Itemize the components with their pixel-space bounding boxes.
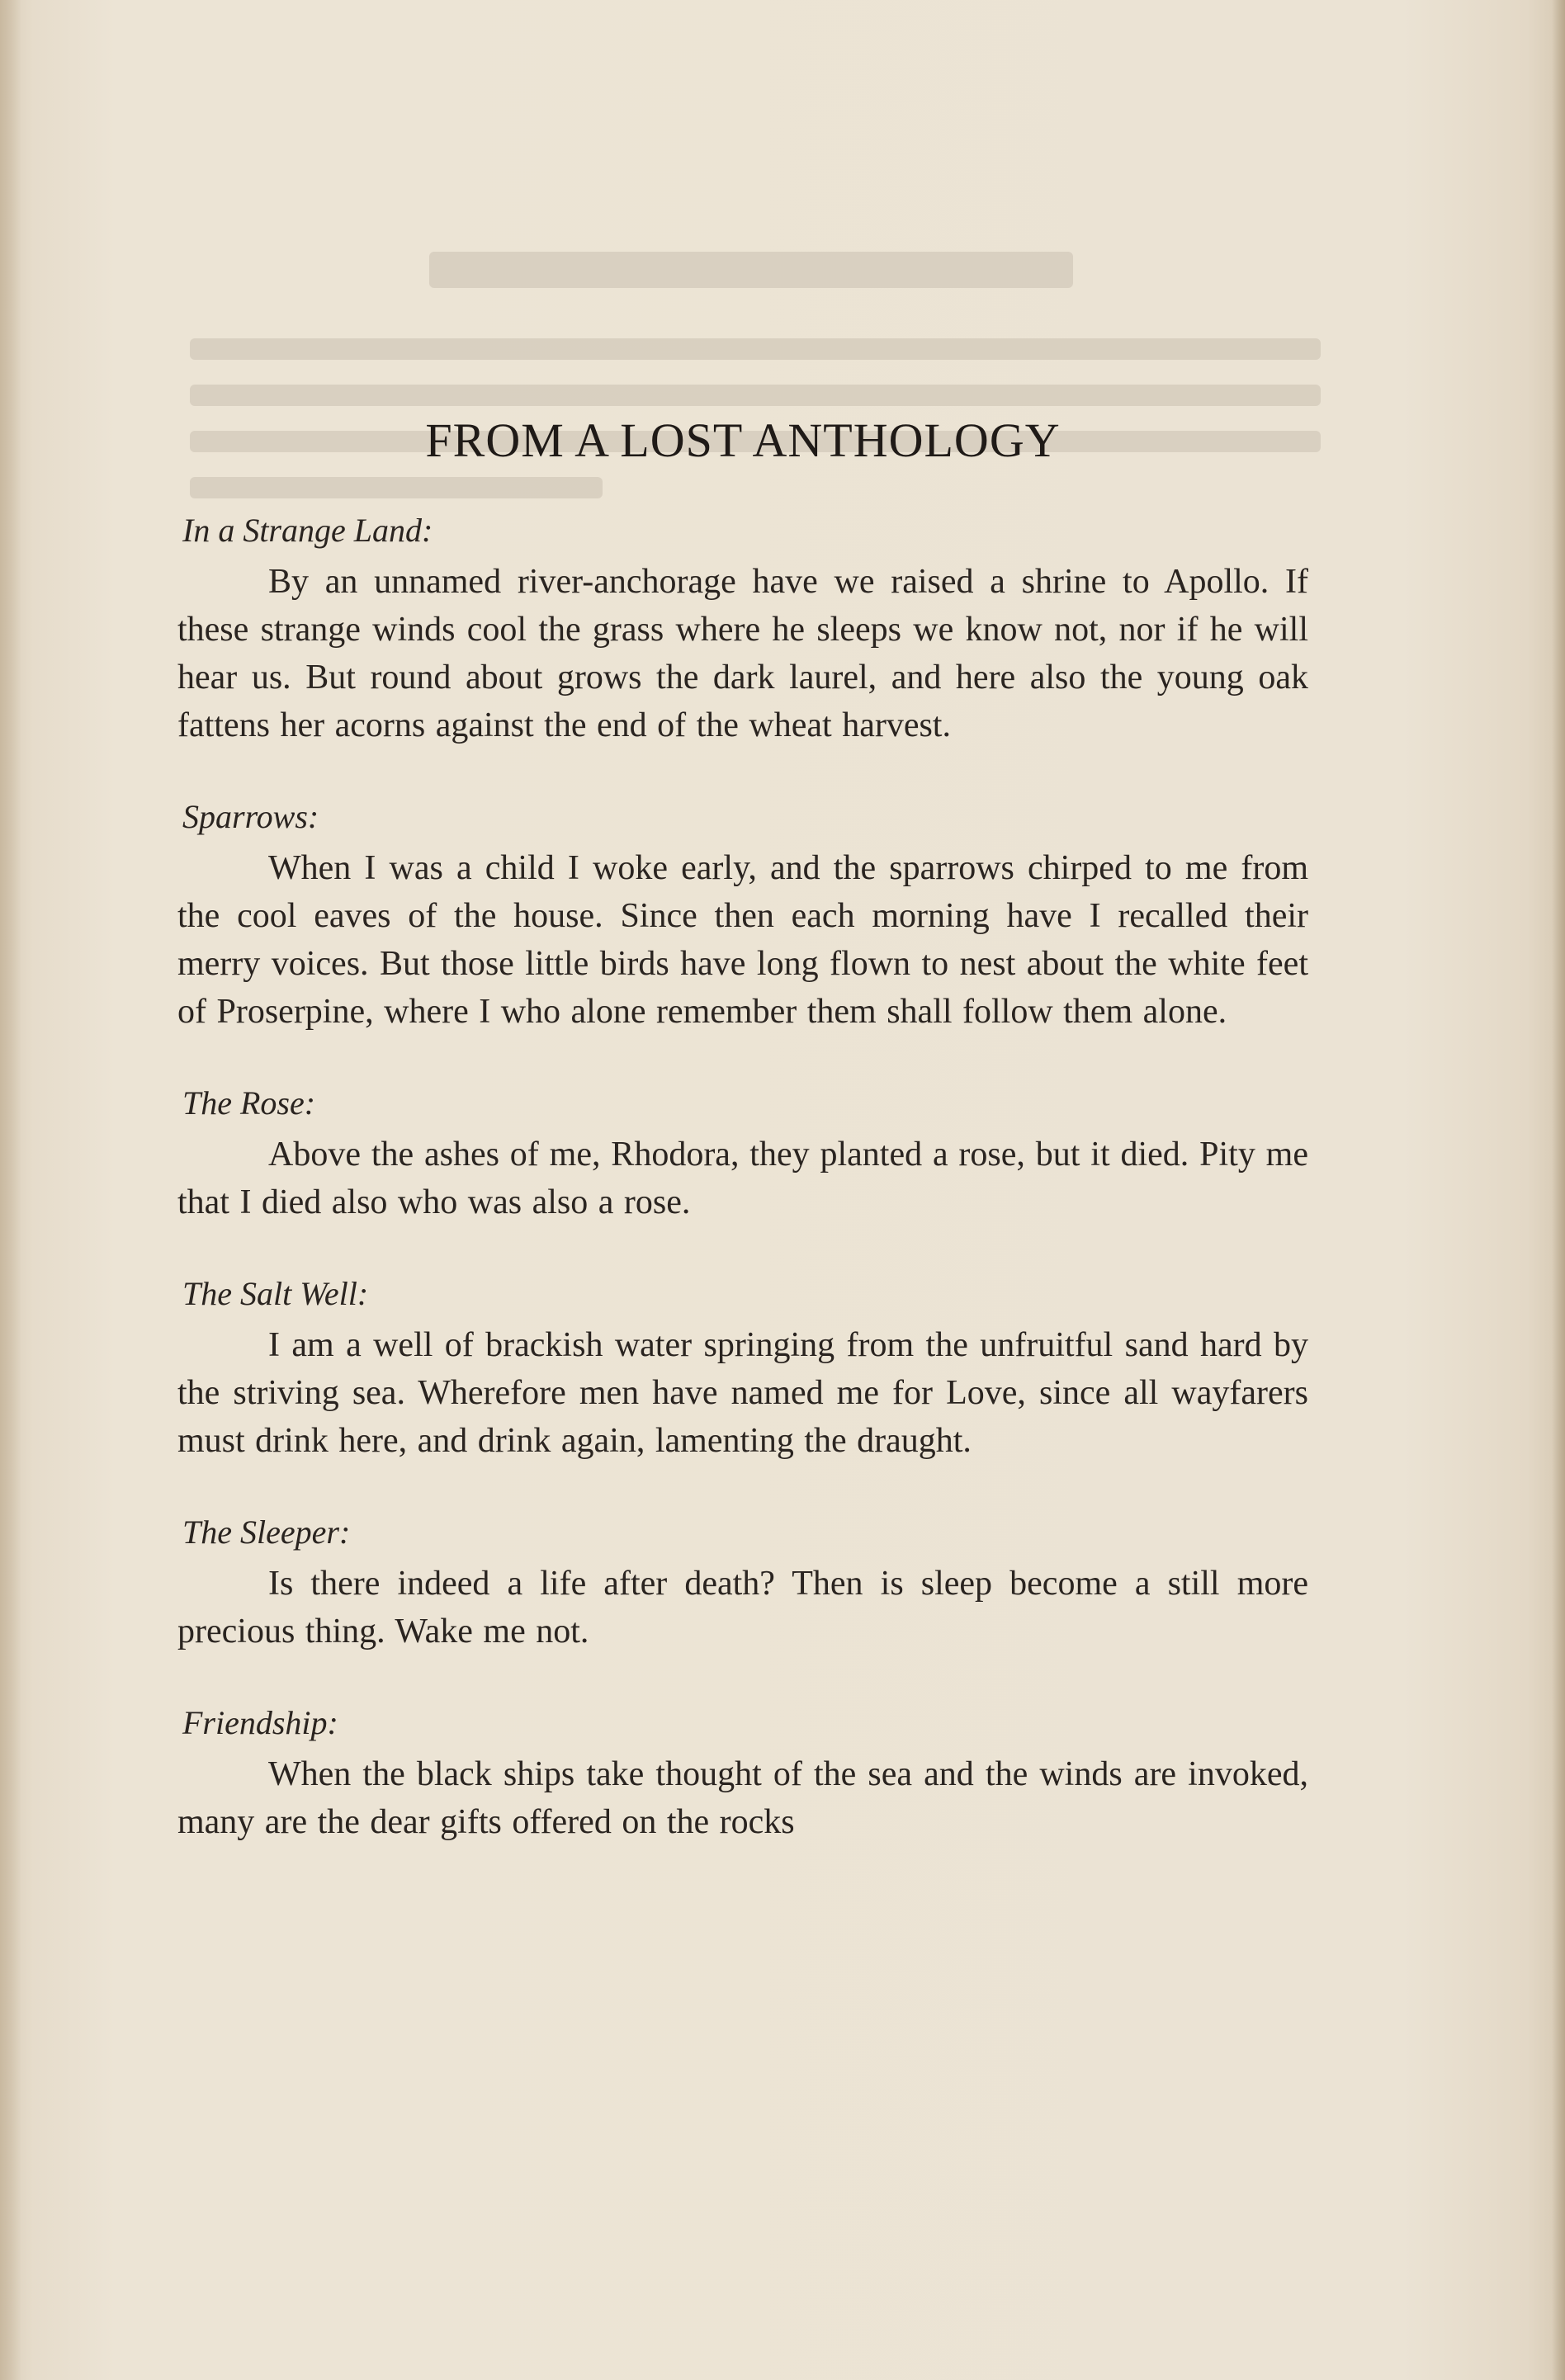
- poem-section: [177, 797, 1308, 1036]
- section-text: Above the ashes of me, Rhodora, they planted a rose, but it died. Pity me that I died also who was also a rose.: [177, 1136, 1308, 1221]
- section-heading: The Rose:: [182, 1084, 316, 1122]
- section-heading: The Sleeper:: [182, 1513, 351, 1551]
- poem-section: [177, 1703, 1308, 1846]
- poem-section: [177, 1513, 1308, 1655]
- section-heading: The Salt Well:: [182, 1275, 369, 1312]
- section-heading: Sparrows:: [182, 798, 319, 835]
- section-text: When I was a child I woke early, and the sparrows chirped to me from the cool eaves of the house. Since then each morning have I recalled their merry voices. But those little birds have long flown to nest about the white feet of Proserpine, where I who alone remember them shall follow them alone.: [177, 849, 1308, 1031]
- section-text: Is there indeed a life after death? Then is sleep become a still more precious thing. Wake me not.: [177, 1565, 1308, 1650]
- section-heading: Friendship:: [182, 1704, 338, 1741]
- poem-section: [177, 511, 1308, 749]
- section-text: By an unnamed river-anchorage have we raised a shrine to Apollo. If these strange winds cool the grass where he sleeps we know not, nor if he will hear us. But round about grows the dark laurel, and here also the young oak fattens her acorns against the end of the wheat harvest.: [177, 563, 1308, 744]
- poem-section: [177, 1274, 1308, 1465]
- poem-section: [177, 1084, 1308, 1226]
- section-heading: In a Strange Land:: [182, 512, 433, 549]
- section-text: When the black ships take thought of the sea and the winds are invoked, many are the dear gifts offered on the rocks: [177, 1755, 1308, 1841]
- section-text: I am a well of brackish water springing from the unfruitful sand hard by the striving sea. Wherefore men have named me for Love, since all wayfarers must drink here, and drink again, lamenting the draught.: [177, 1326, 1308, 1460]
- page-title: FROM A LOST ANTHOLOGY: [425, 413, 1061, 467]
- article-text: [177, 413, 1308, 1894]
